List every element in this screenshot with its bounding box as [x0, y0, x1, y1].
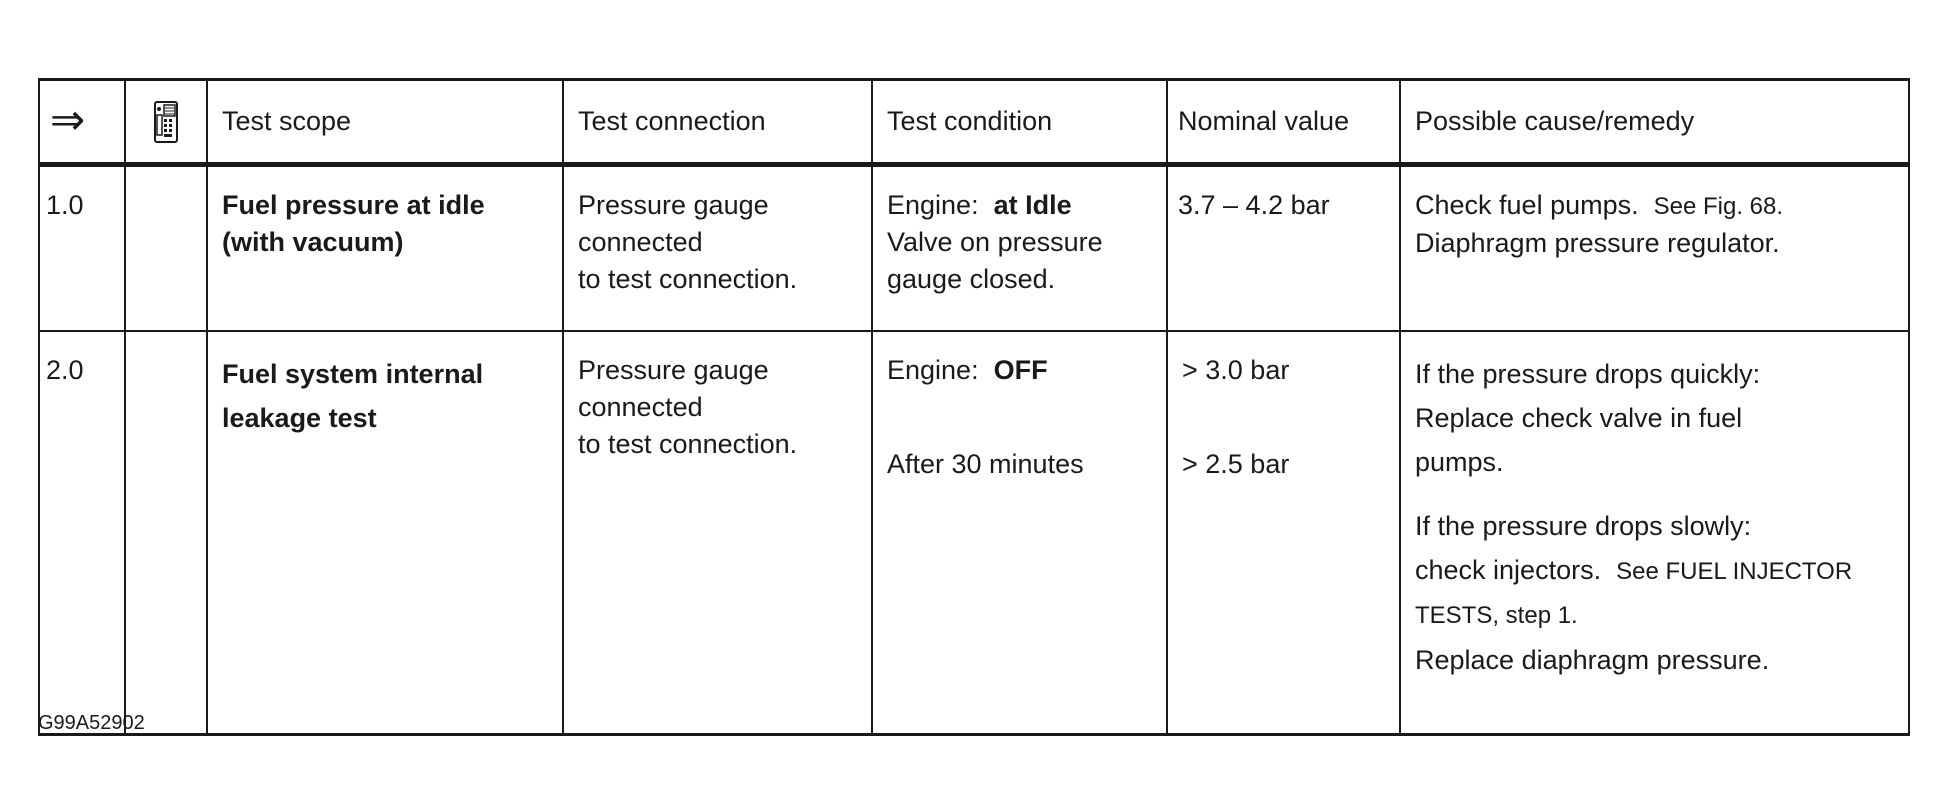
row-number: 2.0	[39, 331, 125, 735]
connection-line: connected	[578, 227, 703, 257]
header-test-connection: Test connection	[563, 80, 872, 165]
cause-line	[1415, 548, 1908, 594]
row-possible-cause	[1400, 165, 1909, 332]
cause-line: Replace check valve in fuel	[1415, 403, 1743, 433]
row-nominal-value	[1167, 165, 1400, 332]
cause-main: check injectors.	[1415, 555, 1602, 585]
cause-reference: TESTS, step 1.	[1415, 602, 1578, 629]
cause-line: Diaphragm pressure regulator.	[1415, 228, 1780, 258]
cause-main: Check fuel pumps.	[1415, 190, 1639, 220]
figure-code: G99A52902	[38, 712, 145, 734]
arrow-symbol: ⇒	[50, 95, 86, 144]
header-test-condition: Test condition	[872, 80, 1167, 165]
cause-reference: See Fig. 68.	[1653, 193, 1784, 220]
row-test-connection	[563, 331, 872, 735]
cause-line: Replace diaphragm pressure.	[1415, 645, 1770, 675]
scope-line: Fuel pressure at idle	[222, 190, 485, 220]
condition-line: Valve on pressure	[887, 227, 1103, 257]
cause-slow-intro: If the pressure drops slowly:	[1415, 511, 1752, 541]
cause-line	[1415, 187, 1908, 225]
connection-line: to test connection.	[578, 429, 798, 459]
scope-line: leakage test	[222, 403, 377, 433]
table-row	[39, 165, 1909, 332]
cause-line: pumps.	[1415, 447, 1504, 477]
fuel-pressure-test-table	[38, 78, 1910, 736]
scope-line: (with vacuum)	[222, 227, 404, 257]
header-possible-cause: Possible cause/remedy	[1400, 80, 1909, 165]
condition-engine-line	[887, 187, 1166, 224]
condition-label: Engine:	[887, 190, 979, 220]
condition-engine-line	[887, 352, 1166, 389]
cause-reference: See FUEL INJECTOR	[1616, 558, 1853, 585]
connection-line: to test connection.	[578, 264, 798, 294]
nominal-value: > 2.5 bar	[1182, 449, 1290, 479]
row-test-condition	[872, 165, 1167, 332]
header-nominal-value: Nominal value	[1167, 80, 1400, 165]
row-tester-cell	[125, 331, 207, 735]
row-possible-cause	[1400, 331, 1909, 735]
diagnostic-tester-icon	[153, 100, 179, 144]
connection-line: Pressure gauge	[578, 355, 769, 385]
row-tester-cell	[125, 165, 207, 332]
condition-spacer	[887, 389, 1166, 426]
condition-after: After 30 minutes	[887, 449, 1084, 479]
row-test-condition	[872, 331, 1167, 735]
nominal-spacer	[1182, 389, 1399, 426]
row-test-scope	[207, 331, 563, 735]
condition-value: at Idle	[993, 190, 1072, 220]
row-nominal-value	[1167, 331, 1400, 735]
scope-line: Fuel system internal	[222, 359, 484, 389]
header-arrow-cell	[39, 80, 125, 165]
condition-value: OFF	[993, 355, 1048, 385]
cause-quick-intro: If the pressure drops quickly:	[1415, 359, 1761, 389]
table-row	[39, 331, 1909, 735]
condition-label: Engine:	[887, 355, 979, 385]
header-tester-cell	[125, 80, 207, 165]
table-header-row	[39, 80, 1909, 165]
row-test-connection	[563, 165, 872, 332]
row-test-scope	[207, 165, 563, 332]
connection-line: connected	[578, 392, 703, 422]
row-number: 1.0	[39, 165, 125, 332]
nominal-value: > 3.0 bar	[1182, 355, 1290, 385]
condition-line: gauge closed.	[887, 264, 1056, 294]
cause-gap	[1415, 484, 1908, 504]
connection-line: Pressure gauge	[578, 190, 769, 220]
nominal-value: 3.7 – 4.2 bar	[1178, 190, 1330, 220]
header-test-scope: Test scope	[207, 80, 563, 165]
